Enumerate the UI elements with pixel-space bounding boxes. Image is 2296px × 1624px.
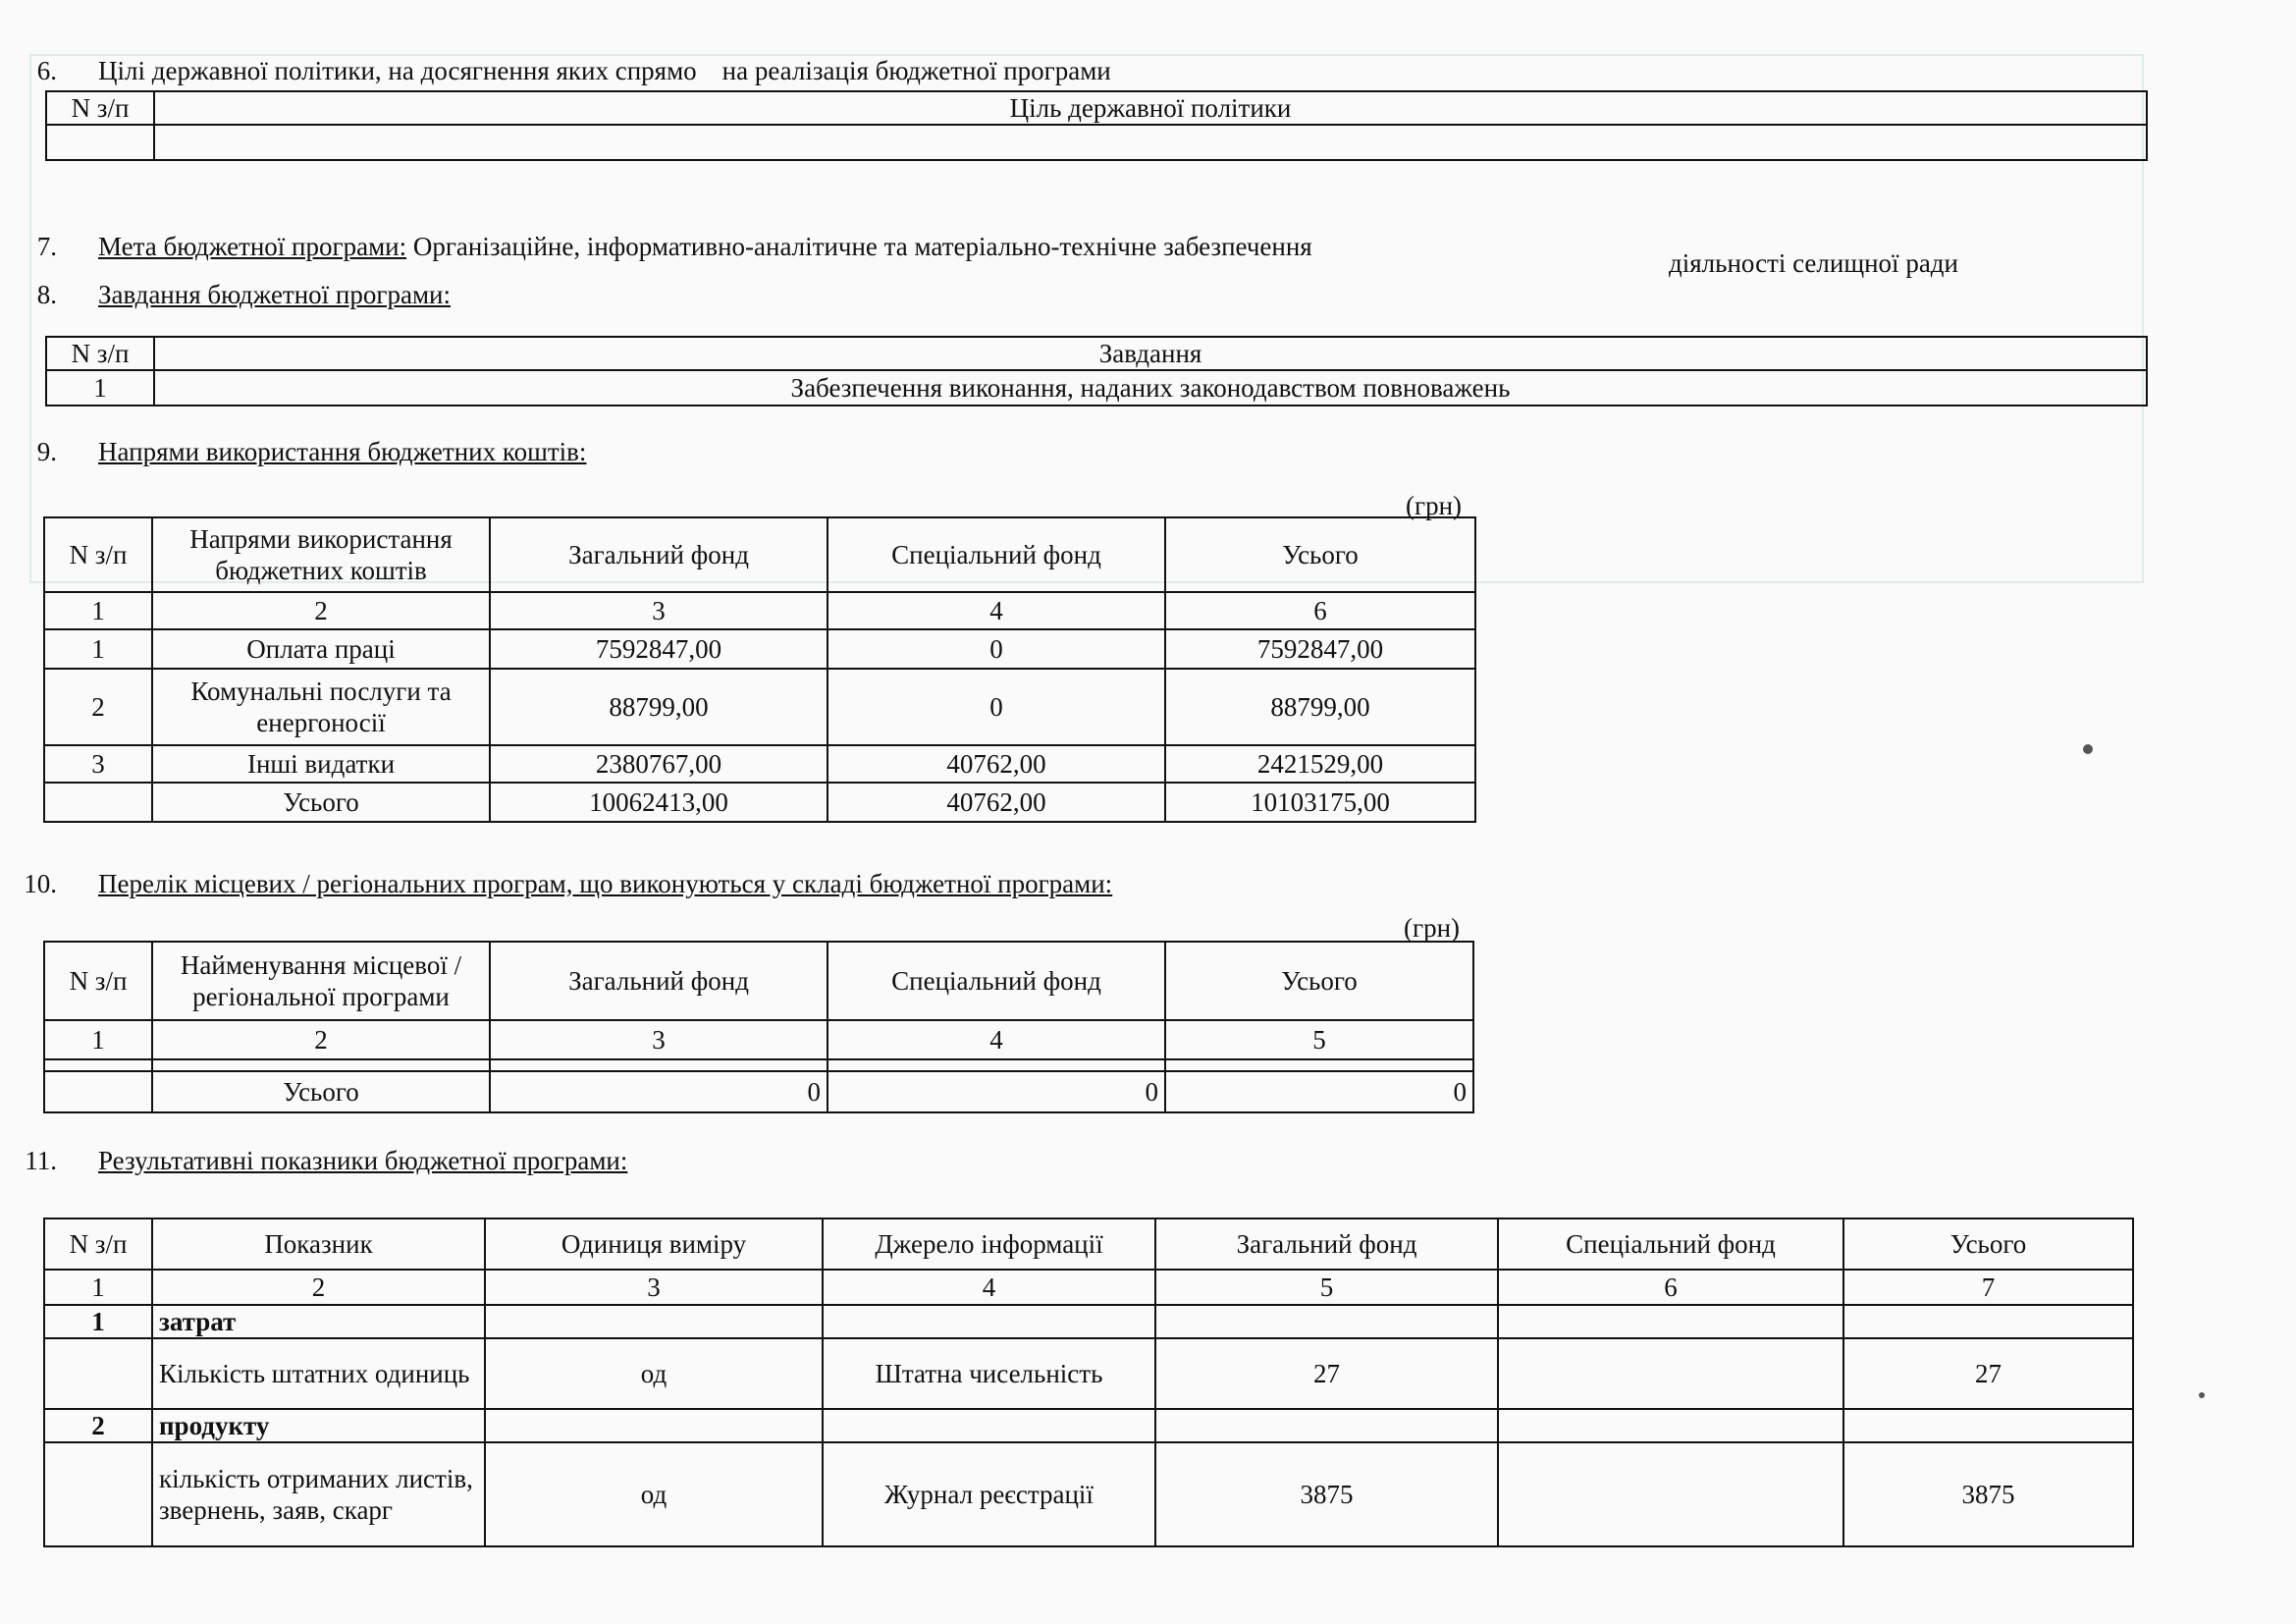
scan-speck — [2083, 744, 2093, 754]
regional-programs-table: N з/п Найменування місцевої / регіональної програми Загальний фонд Спеціальний фонд Усього 1 2 3 4 5 Усього 0 0 0 — [43, 941, 1474, 1113]
section-10-heading: 10. Перелік місцевих / регіональних програм, що виконуються у складі бюджетної програми: — [24, 869, 1113, 898]
section-6-heading: 6. Цілі державної політики, на досягнення яких спрямо на реалізація бюджетної програми — [36, 56, 1111, 85]
section-7-heading: 7. Мета бюджетної програми: Організаційне, інформативно-аналітичне та матеріально-технічне забезпечення — [36, 232, 1312, 261]
total-row: Усього 0 0 0 — [44, 1071, 1473, 1112]
group-row: 1 затрат — [44, 1305, 2133, 1338]
section-11-heading: 11. Результативні показники бюджетної програми: — [25, 1146, 628, 1175]
table-row: 2 Комунальні послуги та енергоносії 88799,00 0 88799,00 — [44, 669, 1475, 745]
section-7-text-end: діяльності селищної ради — [1669, 248, 1958, 278]
section-8-heading: 8. Завдання бюджетної програми: — [36, 280, 451, 309]
performance-indicators-table: N з/п Показник Одиниця виміру Джерело інформації Загальний фонд Спеціальний фонд Усього 1 2 3 4 5 6 7 1 затрат Кількість штатних одиниць од Штатна чисельність 27 27 2 продукту кількість отриманих листів, звернень, заяв, скарг од Журнал реєстрації 3875 3875 — [43, 1218, 2134, 1547]
policy-goals-table — [45, 90, 2148, 161]
group-row: 2 продукту — [44, 1409, 2133, 1442]
header-goal: Ціль державної політики — [154, 91, 2147, 125]
tasks-table: N з/п Завдання 1 Забезпечення виконання, наданих законодавством повноважень — [45, 336, 2148, 406]
spending-directions-table: N з/п Напрями використання бюджетних коштів Загальний фонд Спеціальний фонд Усього 1 2 3 4 6 1 Оплата праці 7592847,00 0 7592847,00 2 Комунальні послуги та енергоносії 88799,00 0 88799,00 3 Інші видатки 2380767,00 40762,00 2421529,00 Усього 10062413,00 40762,00 10103175,00 — [43, 516, 1476, 823]
currency-unit: (грн) — [1404, 913, 1461, 943]
table-row: 3 Інші видатки 2380767,00 40762,00 2421529,00 — [44, 745, 1475, 783]
header-num: N з/п — [46, 91, 154, 125]
table-row: Кількість штатних одиниць од Штатна чисельність 27 27 — [44, 1338, 2133, 1409]
table-row: 1 Оплата праці 7592847,00 0 7592847,00 — [44, 629, 1475, 669]
currency-unit: (грн) — [1406, 491, 1463, 520]
scan-speck — [2199, 1392, 2205, 1398]
section-9-heading: 9. Напрями використання бюджетних коштів: — [36, 437, 587, 466]
total-row: Усього 10062413,00 40762,00 10103175,00 — [44, 783, 1475, 822]
table-row: кількість отриманих листів, звернень, заяв, скарг од Журнал реєстрації 3875 3875 — [44, 1442, 2133, 1546]
